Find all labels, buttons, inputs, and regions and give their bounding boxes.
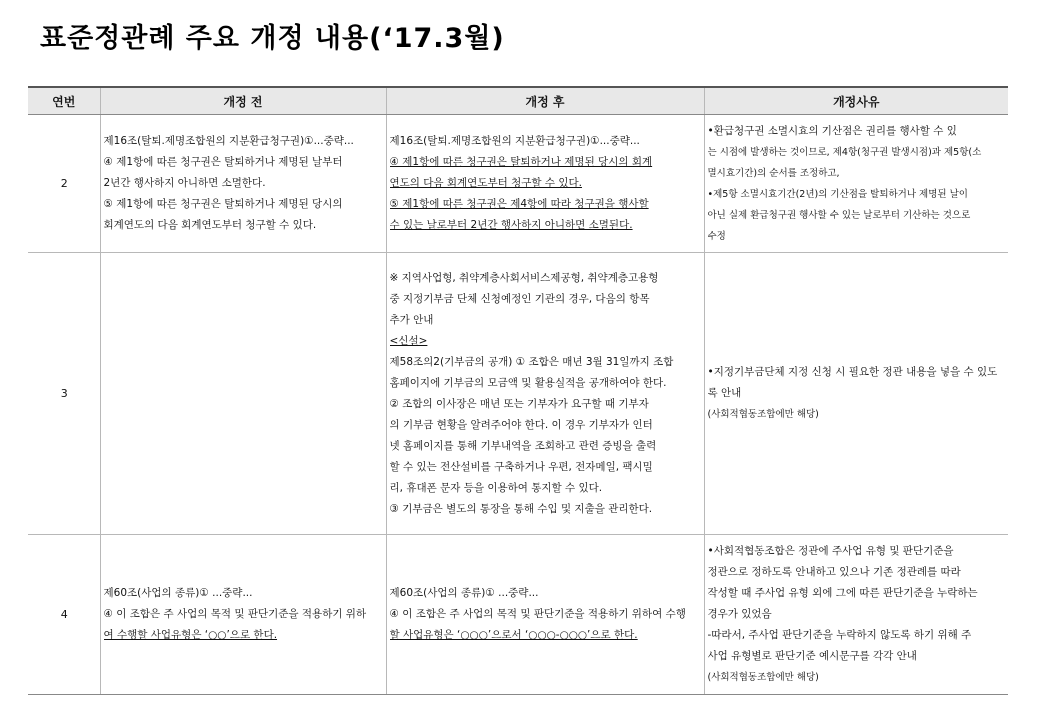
text-line: ④ 제1항에 따른 청구권은 탈퇴하거나 제명된 날부터: [103, 156, 343, 168]
before-cell: [100, 115, 386, 253]
header-after: 개정 후: [386, 87, 704, 115]
text-line: 는 시점에 발생하는 것이므로, 제4항(청구권 발생시점)과 제5항(소: [707, 146, 982, 158]
before-cell: [100, 253, 386, 535]
text-line: (사회적협동조합에만 해당): [707, 672, 819, 683]
after-cell: [386, 535, 704, 695]
text-line: •환급청구권 소멸시효의 기산점은 권리를 행사할 수 있: [707, 124, 957, 137]
text-line-underlined: <신설>: [389, 334, 428, 347]
text-line: 제60조(사업의 종류)① ...중략...: [103, 587, 253, 599]
reason-cell: [704, 535, 1008, 695]
text-line: 제16조(탈퇴.제명조합원의 지분환급청구권)①...중략...: [389, 135, 640, 147]
text-line: 정관으로 정하도록 안내하고 있으나 기존 정관례를 따라: [707, 566, 961, 578]
text-line: 경우가 있었음: [707, 608, 772, 620]
text-line: 멸시효기간)의 순서를 조정하고,: [707, 167, 840, 179]
page-title: 표준정관례 주요 개정 내용(‘17.3월): [40, 23, 505, 54]
after-cell: [386, 253, 704, 535]
table-row: [28, 253, 1008, 535]
text-line: 사업 유형별로 판단기준 예시문구를 각각 안내: [707, 650, 917, 662]
row-number: 3: [28, 253, 100, 535]
reason-cell: [704, 253, 1008, 535]
text-line: 수정: [707, 230, 726, 242]
text-line: 2년간 행사하지 아니하면 소멸한다.: [103, 177, 266, 189]
text-line: 의 기부금 현황을 알려주어야 한다. 이 경우 기부자가 인터: [389, 418, 653, 431]
text-line: ⑤ 제1항에 따른 청구권은 탈퇴하거나 제명된 당시의: [103, 198, 343, 210]
text-line: 아닌 실제 환급청구권 행사할 수 있는 날로부터 기산하는 것으로: [707, 209, 971, 221]
text-line: •사회적협동조합은 정관에 주사업 유형 및 판단기준을: [707, 545, 954, 557]
text-line: 홈페이지에 기부금의 모금액 및 활용실적을 공개하여야 한다.: [389, 376, 667, 389]
text-line: (사회적협동조합에만 해당): [707, 409, 819, 420]
text-line-underlined: 연도의 다음 회계연도부터 청구할 수 있다.: [389, 177, 582, 189]
header-before: 개정 전: [100, 87, 386, 115]
text-line: 중 지정기부금 단체 신청예정인 기관의 경우, 다음의 항목: [389, 292, 650, 305]
header-reason: 개정사유: [704, 87, 1008, 115]
table-header-row: [28, 87, 1008, 115]
table-row: [28, 115, 1008, 253]
table-row: [28, 535, 1008, 695]
text-line: ② 조합의 이사장은 매년 또는 기부자가 요구할 때 기부자: [389, 397, 649, 410]
text-line-underlined: ⑤ 제1항에 따른 청구권은 제4항에 따라 청구권을 행사할: [389, 198, 649, 210]
text-line: 할 수 있는 전산설비를 구축하거나 우편, 전자메일, 팩시밀: [389, 460, 653, 473]
text-line: ③ 기부금은 별도의 통장을 통해 수입 및 지출을 관리한다.: [389, 502, 653, 515]
row-number: 4: [28, 535, 100, 695]
text-line: •지정기부금단체 지정 신청 시 필요한 정관 내용을 넣을 수 있도: [707, 366, 998, 378]
text-line: ④ 이 조합은 주 사업의 목적 및 판단기준을 적용하기 위하: [103, 608, 367, 620]
text-line: 추가 안내: [389, 313, 434, 326]
header-no: 연번: [28, 87, 100, 115]
before-cell: [100, 535, 386, 695]
text-line: 회계연도의 다음 회계연도부터 청구할 수 있다.: [103, 219, 317, 231]
reason-cell: [704, 115, 1008, 253]
text-line: 제58조의2(기부금의 공개) ① 조합은 매년 3월 31일까지 조합: [389, 355, 674, 368]
text-line-underlined: 할 사업유형은 ‘○○○’으로서 ‘○○○-○○○’으로 한다.: [389, 629, 638, 641]
revision-table: [28, 86, 1008, 695]
text-line: •제5항 소멸시효기간(2년)의 기산점을 탈퇴하거나 제명된 날이: [707, 188, 968, 200]
text-line-underlined: 수 있는 날로부터 2년간 행사하지 아니하면 소멸된다.: [389, 219, 633, 231]
text-line: 제16조(탈퇴.제명조합원의 지분환급청구권)①...중략...: [103, 135, 354, 147]
text-line: 리, 휴대폰 문자 등을 이용하여 통지할 수 있다.: [389, 481, 603, 494]
text-line: 제60조(사업의 종류)① ...중략...: [389, 587, 539, 599]
text-line: ④ 이 조합은 주 사업의 목적 및 판단기준을 적용하기 위하여 수행: [389, 608, 686, 620]
text-line-underlined: ④ 제1항에 따른 청구권은 탈퇴하거나 제명된 당시의 회계: [389, 156, 653, 168]
text-line-underlined: 여 수행할 사업유형은 ‘○○’으로 한다.: [103, 629, 278, 641]
after-cell: [386, 115, 704, 253]
text-line: 넷 홈페이지를 통해 기부내역을 조회하고 관련 증빙을 출력: [389, 439, 657, 452]
row-number: 2: [28, 115, 100, 253]
text-line: 작성할 때 주사업 유형 외에 그에 따른 판단기준을 누락하는: [707, 587, 978, 599]
text-line: ※ 지역사업형, 취약계층사회서비스제공형, 취약계층고용형: [389, 271, 659, 284]
text-line: 록 안내: [707, 387, 742, 399]
text-line: -따라서, 주사업 판단기준을 누락하지 않도록 하기 위해 주: [707, 629, 972, 641]
